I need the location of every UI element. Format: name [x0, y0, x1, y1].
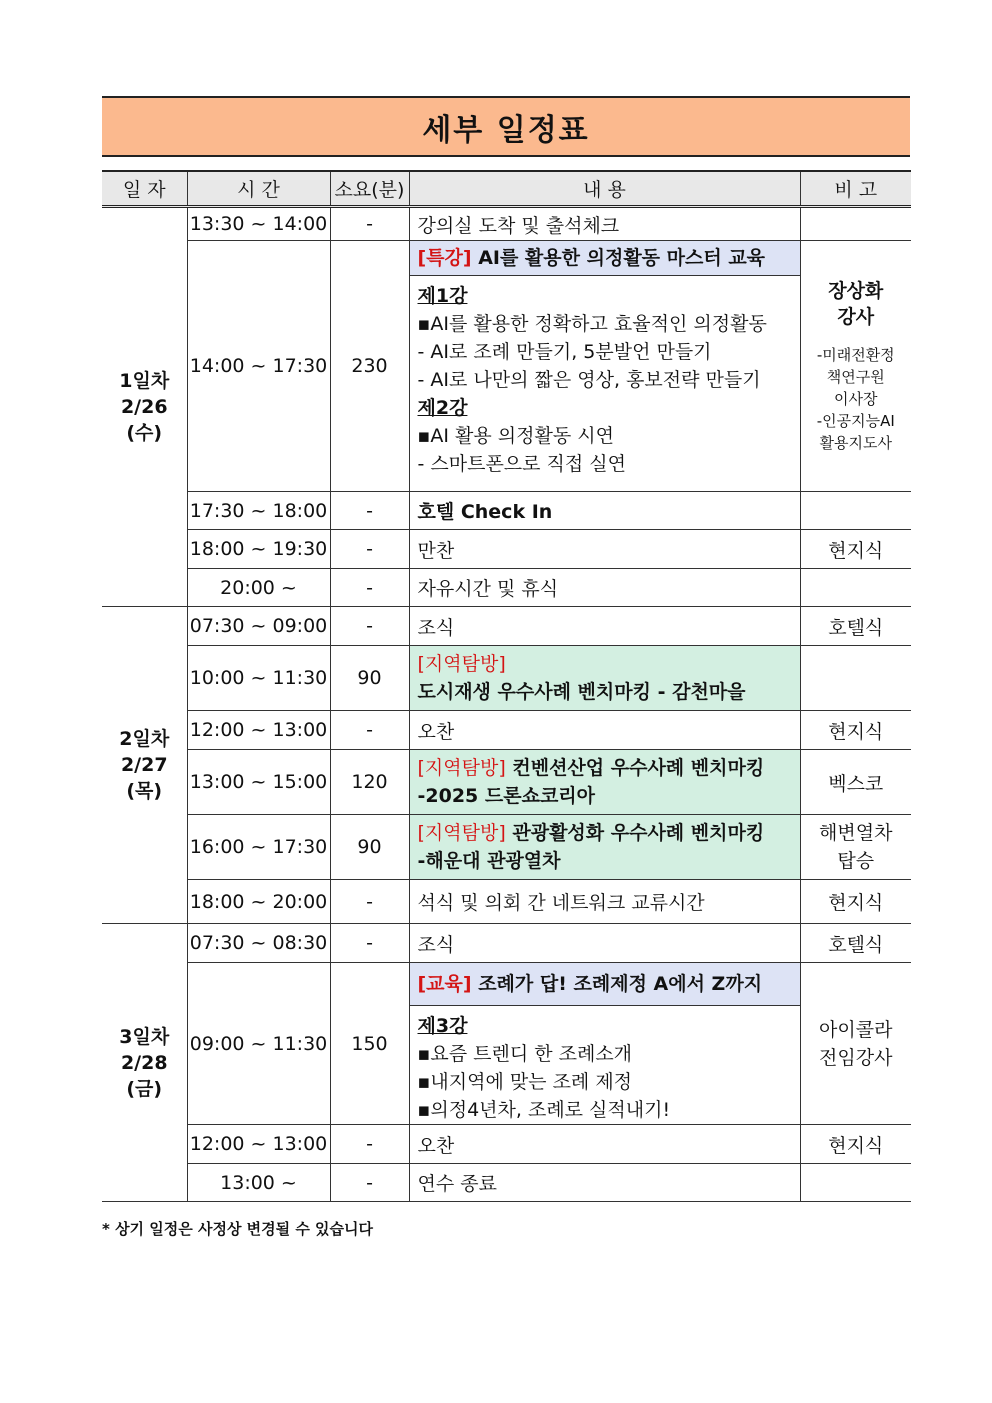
instructor-name: 장상화 [828, 280, 884, 302]
table-row [102, 1164, 911, 1202]
content-cell: 오찬 [409, 1125, 800, 1164]
remark-cell [800, 492, 911, 530]
content-cell: 만찬 [409, 530, 800, 569]
time-cell: 12:00 ~ 13:00 [187, 1125, 330, 1164]
remark-cell: 현지식 [800, 711, 911, 750]
duration-cell: 120 [330, 750, 409, 815]
duration-cell: 90 [330, 646, 409, 711]
remark-line: 탑승 [837, 850, 875, 872]
table-row [102, 646, 911, 711]
duration-cell: - [330, 711, 409, 750]
lecture-2-title: 제2강 [417, 397, 468, 419]
time-cell: 18:00 ~ 20:00 [187, 880, 330, 924]
visit-line2: -해운대 관광열차 [417, 850, 561, 872]
lecture-item: ▪AI 활용 의정활동 시연 [417, 425, 614, 447]
remark-cell [800, 815, 911, 880]
instructor-detail: 책연구원 [826, 368, 885, 386]
table-row [102, 815, 911, 880]
duration-cell: 90 [330, 815, 409, 880]
time-cell: 13:00 ~ 15:00 [187, 750, 330, 815]
schedule-table [102, 170, 911, 1202]
duration-cell: - [330, 607, 409, 646]
footnote: * 상기 일정은 사정상 변경될 수 있습니다 [102, 1220, 374, 1238]
lecture-details [410, 1006, 800, 1124]
header-row [102, 171, 911, 207]
day-cell-1 [102, 207, 187, 607]
day-cell-2 [102, 607, 187, 924]
visit-tag: [지역탐방] [417, 653, 506, 675]
day-date: 2/27 [120, 754, 168, 776]
visit-line1: 관광활성화 우수사례 벤치마킹 [505, 822, 765, 844]
remark-line: 해변열차 [819, 822, 893, 844]
remark-cell: 벡스코 [800, 750, 911, 815]
time-cell: 07:30 ~ 08:30 [187, 924, 330, 963]
visit-line2: 도시재생 우수사례 벤치마킹 - 감천마을 [417, 681, 746, 703]
education-header [410, 963, 800, 1006]
duration-cell: - [330, 492, 409, 530]
table-row [102, 1125, 911, 1164]
time-cell: 13:00 ~ [187, 1164, 330, 1202]
content-cell [409, 646, 800, 711]
duration-cell: - [330, 880, 409, 924]
lecture-item: ▪요즘 트렌디 한 조례소개 [417, 1043, 633, 1065]
content-cell [409, 963, 800, 1125]
table-row [102, 880, 911, 924]
lecture-item: ▪의정4년차, 조례로 실적내기! [417, 1099, 671, 1121]
content-cell [409, 815, 800, 880]
header-duration: 소요(분) [330, 171, 409, 207]
content-cell: 조식 [409, 607, 800, 646]
content-cell: 호텔 Check In [409, 492, 800, 530]
time-cell: 18:00 ~ 19:30 [187, 530, 330, 569]
duration-cell: 230 [330, 241, 409, 492]
edu-title: 조례가 답! 조례제정 A에서 Z까지 [471, 973, 763, 995]
header-content: 내 용 [409, 171, 800, 207]
schedule-title-bar [102, 96, 910, 157]
table-row [102, 207, 911, 241]
lecture-1-title: 제1강 [417, 285, 468, 307]
visit-tag: [지역탐방] [417, 757, 506, 779]
lecture-item: ▪내지역에 맞는 조례 제정 [417, 1071, 633, 1093]
lecture-item: ▪AI를 활용한 정확하고 효율적인 의정활동 [417, 313, 767, 335]
lecture-3-title: 제3강 [417, 1015, 468, 1037]
remark-line: 아이콜라 [819, 1018, 893, 1041]
remark-cell: 현지식 [800, 1125, 911, 1164]
table-row [102, 241, 911, 492]
remark-cell [800, 963, 911, 1125]
time-cell: 09:00 ~ 11:30 [187, 963, 330, 1125]
remark-cell [800, 241, 911, 492]
day-cell-3 [102, 924, 187, 1202]
content-cell: 조식 [409, 924, 800, 963]
lecture-item: - AI로 나만의 짧은 영상, 홍보전략 만들기 [417, 369, 761, 391]
special-lecture-header [410, 241, 800, 276]
instructor-detail: -인공지능AI [816, 412, 895, 430]
remark-cell: 현지식 [800, 880, 911, 924]
day-label: 2일차 [119, 728, 170, 750]
time-cell: 14:00 ~ 17:30 [187, 241, 330, 492]
time-cell: 13:30 ~ 14:00 [187, 207, 330, 241]
visit-line2: -2025 드론쇼코리아 [417, 785, 596, 807]
content-cell: 오찬 [409, 711, 800, 750]
table-row [102, 963, 911, 1125]
special-tag: [특강] [417, 247, 472, 269]
instructor-detail: -미래전환정 [816, 346, 895, 364]
table-row [102, 924, 911, 963]
duration-cell: - [330, 1125, 409, 1164]
content-cell: 강의실 도착 및 출석체크 [409, 207, 800, 241]
remark-cell [800, 569, 911, 607]
table-row [102, 530, 911, 569]
content-cell: 자유시간 및 휴식 [409, 569, 800, 607]
duration-cell: - [330, 207, 409, 241]
duration-cell: - [330, 530, 409, 569]
time-cell: 20:00 ~ [187, 569, 330, 607]
duration-cell: 150 [330, 963, 409, 1125]
instructor-detail: 활용지도사 [819, 434, 892, 452]
day-weekday: (수) [126, 422, 163, 444]
content-cell: 석식 및 의회 간 네트워크 교류시간 [409, 880, 800, 924]
lecture-item: - 스마트폰으로 직접 실연 [417, 453, 627, 475]
lecture-details [410, 276, 800, 478]
table-row [102, 569, 911, 607]
content-cell: 연수 종료 [409, 1164, 800, 1202]
table-row [102, 711, 911, 750]
time-cell: 07:30 ~ 09:00 [187, 607, 330, 646]
remark-cell [800, 207, 911, 241]
content-cell [409, 750, 800, 815]
remark-cell [800, 1164, 911, 1202]
remark-cell: 호텔식 [800, 924, 911, 963]
duration-cell: - [330, 1164, 409, 1202]
page-title: 세부 일정표 [422, 112, 590, 148]
instructor-detail: 이사장 [834, 390, 878, 408]
table-row [102, 750, 911, 815]
time-cell: 12:00 ~ 13:00 [187, 711, 330, 750]
day-date: 2/26 [120, 396, 168, 418]
time-cell: 10:00 ~ 11:30 [187, 646, 330, 711]
remark-cell: 호텔식 [800, 607, 911, 646]
day-label: 3일차 [119, 1025, 170, 1048]
day-date: 2/28 [120, 1051, 168, 1074]
day-weekday: (목) [126, 780, 163, 802]
duration-cell: - [330, 569, 409, 607]
day-weekday: (금) [126, 1077, 163, 1100]
table-row [102, 607, 911, 646]
content-cell [409, 241, 800, 492]
remark-cell [800, 646, 911, 711]
duration-cell: - [330, 924, 409, 963]
visit-line1: 컨벤션산업 우수사례 벤치마킹 [505, 757, 765, 779]
table-row [102, 492, 911, 530]
time-cell: 16:00 ~ 17:30 [187, 815, 330, 880]
edu-tag: [교육] [417, 973, 472, 995]
visit-tag: [지역탐방] [417, 822, 506, 844]
header-day: 일 자 [102, 171, 187, 207]
lecture-item: - AI로 조례 만들기, 5분발언 만들기 [417, 341, 712, 363]
remark-line: 전임강사 [819, 1046, 893, 1069]
remark-cell: 현지식 [800, 530, 911, 569]
time-cell: 17:30 ~ 18:00 [187, 492, 330, 530]
special-title: AI를 활용한 의정활동 마스터 교육 [471, 247, 766, 269]
header-remark: 비 고 [800, 171, 911, 207]
header-time: 시 간 [187, 171, 330, 207]
instructor-title: 강사 [837, 306, 875, 328]
day-label: 1일차 [119, 370, 170, 392]
